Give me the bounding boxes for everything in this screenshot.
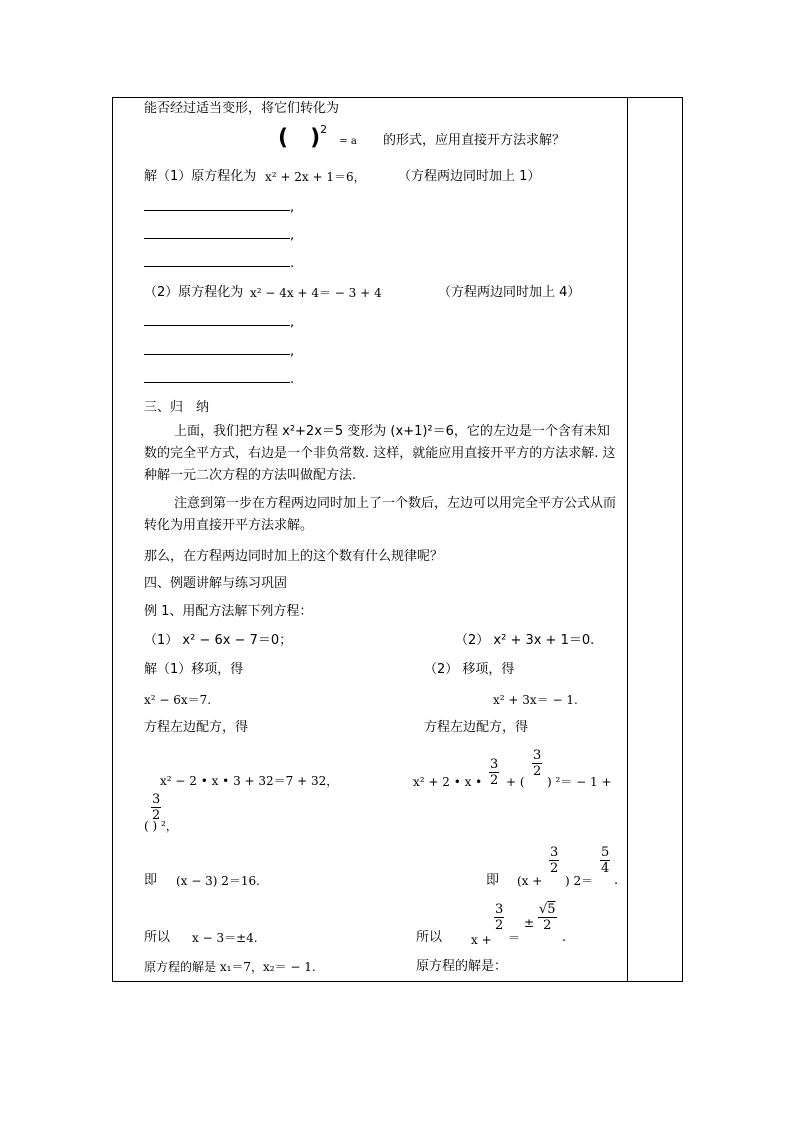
intro-form-tail: 的形式，应用直接开方法求解？ [383, 133, 566, 148]
solution2-note: （方程两边同时加上 4） [438, 285, 581, 300]
right-step2-wrap: ( ) ²， [144, 819, 178, 833]
solution1-head: 解（1）原方程化为 [144, 169, 257, 184]
table-column-divider [627, 97, 628, 982]
sentence-end: . [614, 873, 619, 888]
left-step2-equation: x² − 2 • x • 3 + 32＝7 + 32， [160, 774, 339, 788]
right-step3-equation-b: ) 2＝ [565, 874, 594, 888]
fraction: $\frac{3}{2}$ [550, 845, 559, 876]
answer-blank[interactable] [144, 238, 290, 239]
note-paragraph: 注意到第一步在方程两边同时加上了一个数后，左边可以用完全平方公式从而转化为用直接开平方法求解。 [144, 496, 617, 533]
solution1-note: （方程两边同时加上 1） [398, 169, 541, 184]
worksheet-table [112, 97, 683, 982]
solution2-equation: x² − 4x + 4＝ − 3 + 4 [250, 286, 382, 300]
fraction: $\frac{3}{2}$ [152, 792, 161, 823]
right-step2-equation-a: x² + 2 • x • [413, 775, 483, 789]
solution1-equation: x² + 2x + 1＝6， [265, 170, 366, 184]
blank-punct: , [290, 315, 295, 330]
answer-blank[interactable] [144, 210, 290, 211]
example-question-1: （1） x² − 6x − 7＝0； [144, 633, 293, 648]
right-step1-equation: x² + 3x＝ − 1. [493, 693, 578, 707]
plus-minus: ± [524, 916, 535, 930]
solution2-head: （2）原方程化为 [144, 285, 244, 300]
sqrt-fraction: $\frac{√5}{2}$ [539, 902, 556, 933]
right-step4-equation-a: x + [471, 933, 492, 947]
blank-punct: , [290, 344, 295, 359]
section-title: 四、例题讲解与练习巩固 [144, 576, 288, 591]
blank-punct: . [290, 372, 295, 387]
left-step3-label: 即 [144, 873, 158, 888]
blank-punct: . [290, 256, 295, 271]
left-step3-equation: (x − 3) 2＝16. [176, 874, 260, 888]
answer-blank[interactable] [144, 382, 290, 383]
left-answer: 原方程的解是 x₁＝7，x₂＝ − 1. [144, 960, 316, 974]
left-step2: 方程左边配方，得 [144, 720, 249, 735]
left-step1-equation: x² − 6x＝7. [144, 693, 212, 707]
right-step3-equation-a: (x + [517, 874, 543, 888]
example-question-2: （2） x² + 3x + 1＝0. [455, 633, 595, 648]
question-line: 那么，在方程两边同时加上的这个数有什么规律呢？ [144, 549, 444, 564]
fraction: $\frac{3}{2}$ [490, 757, 499, 788]
example-heading: 例 1、用配方法解下列方程： [144, 604, 313, 619]
summary-paragraph: 上面，我们把方程 x²+2x＝5 变形为 (x+1)²＝6，它的左边是一个含有未知数的完全平方式，右边是一个非负常数. 这样，就能应用直接开平方的方法求解. 这种解一元二次方程的方法叫做配方法. [144, 424, 616, 483]
right-step2-equation-b: + ( [506, 775, 525, 789]
left-step4-label: 所以 [144, 930, 171, 945]
fraction: $\frac{3}{2}$ [533, 748, 542, 779]
intro-line: 能否经过适当变形，将它们转化为 [144, 101, 340, 116]
left-step1: 解（1）移项，得 [144, 662, 244, 677]
blank-punct: , [290, 200, 295, 215]
right-step3-label: 即 [486, 873, 500, 888]
fraction: $\frac{5}{4}$ [601, 845, 610, 876]
right-answer: 原方程的解是： [416, 959, 508, 974]
answer-blank[interactable] [144, 266, 290, 267]
section-title: 三、归 纳 [144, 400, 210, 415]
blank-punct: , [290, 228, 295, 243]
left-step4-equation: x − 3＝±4. [192, 931, 258, 945]
answer-blank[interactable] [144, 325, 290, 326]
right-step4-label: 所以 [416, 930, 443, 945]
square-form: ( )$^2$ = a [278, 123, 357, 151]
right-step2-equation-c: ) ²＝ − 1 + [547, 775, 612, 789]
right-step2: 方程左边配方，得 [424, 720, 529, 735]
right-step4-equation-b: ＝ [508, 931, 521, 945]
answer-blank[interactable] [144, 354, 290, 355]
fraction: $\frac{3}{2}$ [495, 902, 504, 933]
right-step1: （2） 移项，得 [424, 662, 515, 677]
sentence-end: . [562, 930, 567, 945]
